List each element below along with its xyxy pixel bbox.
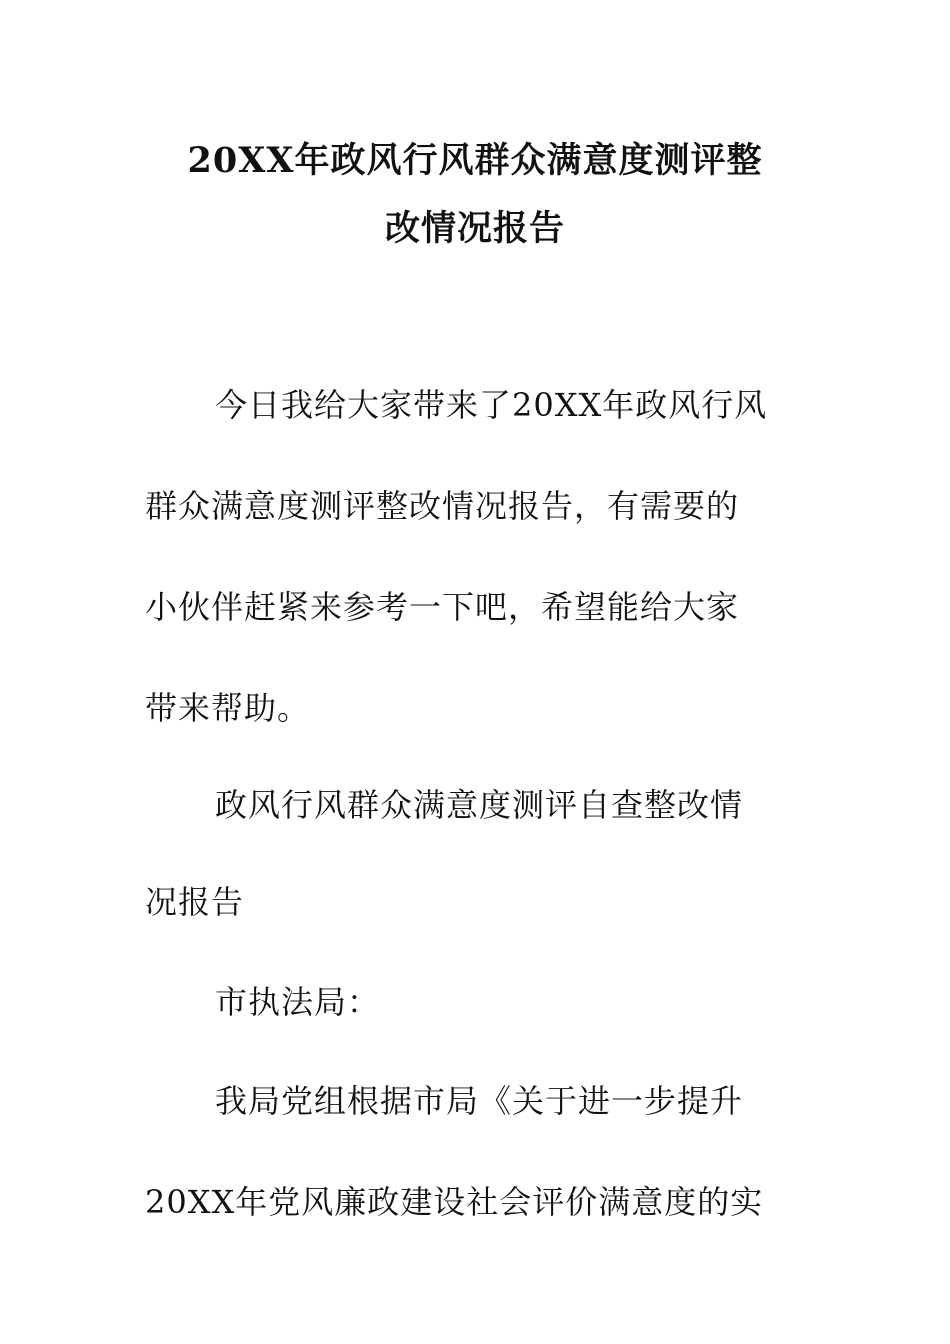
paragraph-line: 小伙伴赶紧来参考一下吧，希望能给大家 (145, 588, 740, 626)
paragraph-line: 况报告 (145, 883, 245, 921)
paragraph-line: 群众满意度测评整改情况报告，有需要的 (145, 487, 740, 525)
paragraph-line: 市执法局： (215, 983, 381, 1021)
paragraph-line: 今日我给大家带来了20XX年政风行风 (215, 386, 768, 424)
paragraph-line: 带来帮助。 (145, 689, 311, 727)
document-title-line-1: 20XX年政风行风群众满意度测评整 (187, 140, 763, 181)
document-title-line-2: 改情况报告 (384, 208, 565, 249)
paragraph-line: 政风行风群众满意度测评自查整改情 (215, 786, 744, 824)
paragraph-line: 我局党组根据市局《关于进一步提升 (215, 1082, 744, 1120)
paragraph-line: 20XX年党风廉政建设社会评价满意度的实 (145, 1183, 764, 1221)
